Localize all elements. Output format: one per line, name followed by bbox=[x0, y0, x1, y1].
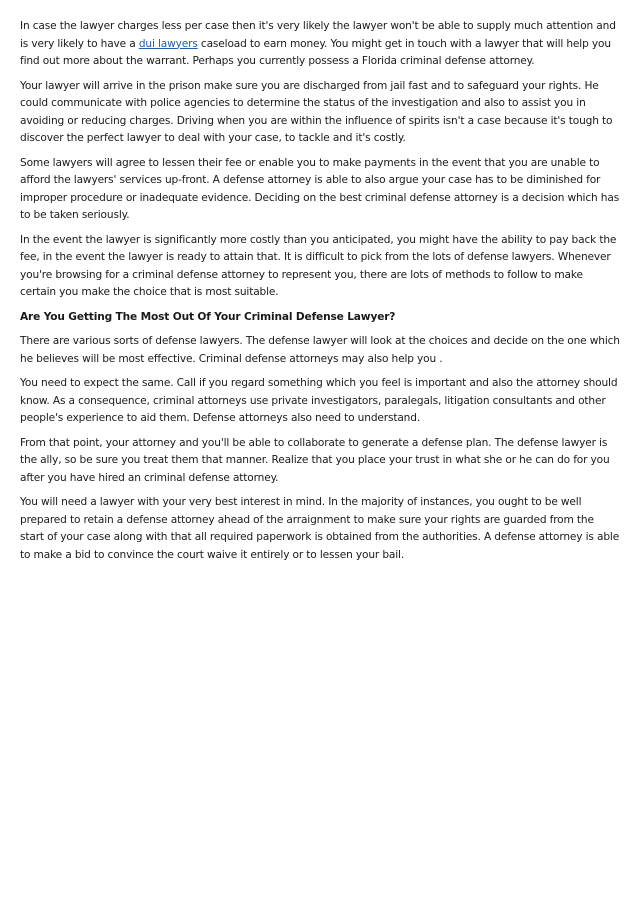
paragraph-1-text-after-link: caseload to earn money. You might get in touch with a lawyer that will help you find out more about the warrant. Perhaps you currently possess a Florida criminal defense attorney. bbox=[20, 37, 611, 67]
paragraph-1 bbox=[20, 18, 620, 71]
document-page bbox=[20, 18, 620, 571]
paragraph-4: In the event the lawyer is significantly more costly than you anticipated, you might have the ability to pay back the fee, in the event the lawyer is ready to attain that. It is difficult to pick from the lots of defense lawyers. Whenever you're browsing for a criminal defense attorney to represent you, there are lots of methods to follow to make certain you make the choice that is most suitable. bbox=[20, 233, 617, 298]
section-heading: Are You Getting The Most Out Of Your Criminal Defense Lawyer? bbox=[20, 310, 396, 323]
paragraph-8: You will need a lawyer with your very best interest in mind. In the majority of instances, you ought to be well prepared to retain a defense attorney ahead of the arraignment to make sure your rights are guarded from the start of your case along with that all required paperwork is obtained from the authorities. A defense attorney is able to make a bid to convince the court waive it entirely or to lessen your bail. bbox=[20, 496, 620, 561]
paragraph-1-text-before-link: In case the lawyer charges less per case then it's very likely the lawyer won't be able to supply much attention and is very likely to have a bbox=[20, 20, 616, 50]
paragraph-2: Your lawyer will arrive in the prison make sure you are discharged from jail fast and to safeguard your rights. He could communicate with police agencies to determine the status of the investigation and also to assist you in avoiding or reducing charges. Driving when you are within the influence of spirits isn't a case because it's tough to discover the perfect lawyer to deal with your case, to tackle and it's costly. bbox=[20, 79, 613, 144]
paragraph-7: From that point, your attorney and you'll be able to collaborate to generate a defense plan. The defense lawyer is the ally, so be sure you treat them that manner. Realize that you place your trust in what she or he can do for you after you have hired an criminal defense attorney. bbox=[20, 436, 610, 484]
paragraph-5: There are various sorts of defense lawyers. The defense lawyer will look at the choices and decide on the one which he believes will be most effective. Criminal defense attorneys may also help you . bbox=[20, 335, 620, 365]
paragraph-3: Some lawyers will agree to lessen their fee or enable you to make payments in the event that you are unable to afford the lawyers' services up-front. A defense attorney is able to also argue your case has to be diminished for improper procedure or inadequate evidence. Deciding on the best criminal defense attorney is a decision which has to be taken seriously. bbox=[20, 156, 620, 221]
paragraph-6: You need to expect the same. Call if you regard something which you feel is important and also the attorney should know. As a consequence, criminal attorneys use private investigators, paralegals, litigation consultants and other people's experience to aid them. Defense attorneys also need to understand. bbox=[20, 377, 618, 424]
dui-lawyers-link[interactable]: dui lawyers bbox=[138, 37, 198, 50]
